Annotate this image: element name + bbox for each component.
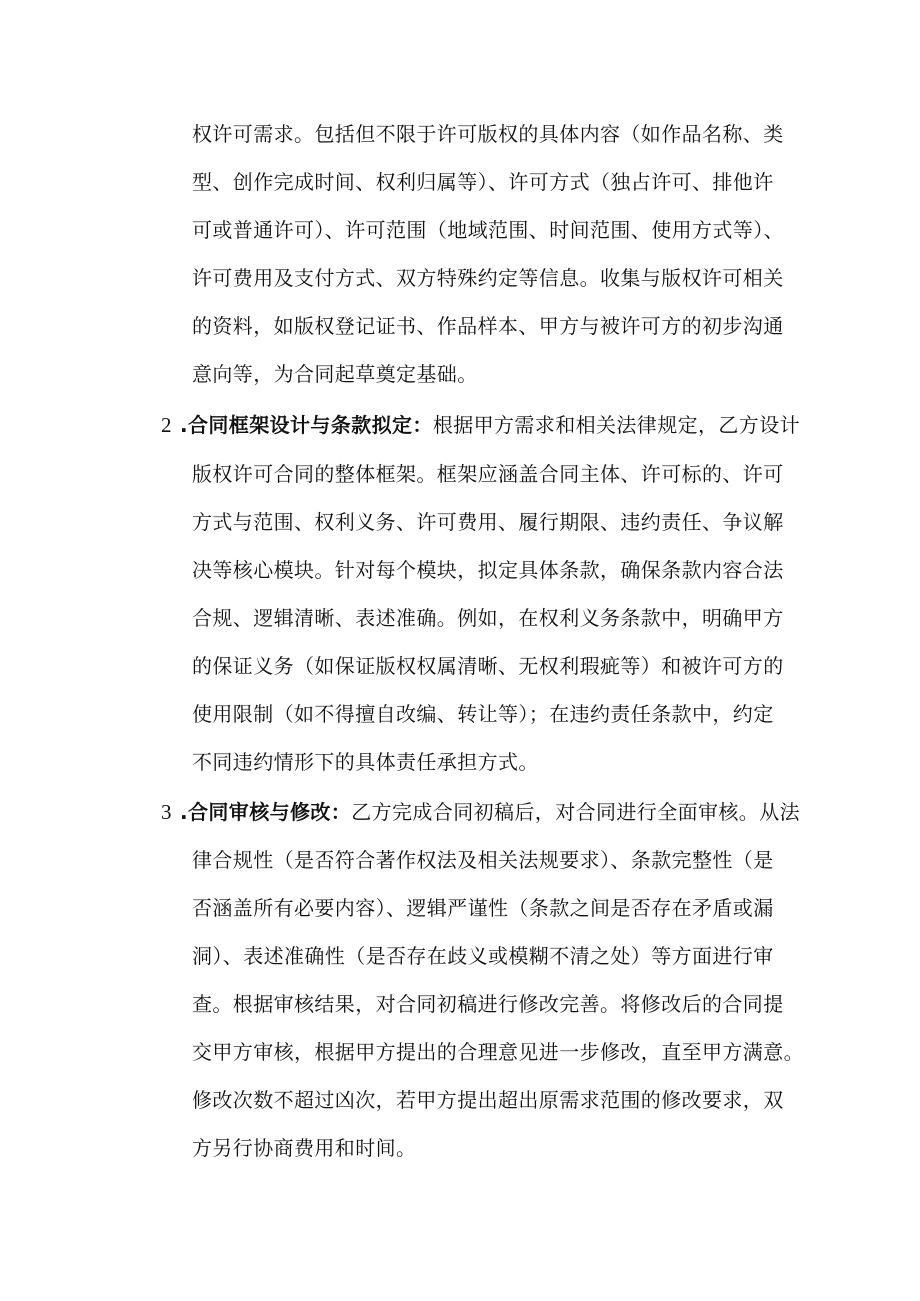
intro-line: 型、创作完成时间、权利归属等）、许可方式（独占许可、排他许 — [192, 170, 774, 194]
intro-line: 的资料，如版权登记证书、作品样本、甲方与被许可方的初步沟通 — [192, 314, 784, 338]
section-first-text: 乙方完成合同初稿后，对合同进行全面审核。从法 — [351, 800, 801, 824]
intro-line: 许可费用及支付方式、双方特殊约定等信息。收集与版权许可相关 — [192, 266, 784, 290]
section-first-line — [180, 412, 800, 438]
section-line: 方式与范围、权利义务、许可费用、履行期限、违约责任、争议解 — [192, 510, 784, 534]
section-line: 的保证义务（如保证版权权属清晰、无权利瑕疵等）和被许可方的 — [192, 654, 784, 678]
section-first-text: 根据甲方需求和相关法律规定，乙方设计 — [432, 413, 801, 437]
intro-line: 权许可需求。包括但不限于许可版权的具体内容（如作品名称、类 — [192, 122, 784, 146]
section-line: 合规、逻辑清晰、表述准确。例如，在权利义务条款中，明确甲方 — [192, 606, 784, 630]
section-line: 查。根据审核结果，对合同初稿进行修改完善。将修改后的合同提 — [192, 992, 784, 1016]
section-first-line — [180, 799, 800, 825]
section-line: 方另行协商费用和时间。 — [192, 1136, 417, 1160]
intro-line: 可或普通许可）、许可范围（地域范围、时间范围、使用方式等）、 — [192, 218, 784, 242]
section-line: 否涵盖所有必要内容）、逻辑严谨性（条款之间是否存在矛盾或漏 — [192, 896, 774, 920]
intro-line: 意向等，为合同起草奠定基础。 — [192, 362, 478, 386]
section-line: 不同违约情形下的具体责任承担方式。 — [192, 750, 539, 774]
section-line: 决等核心模块。针对每个模块，拟定具体条款，确保条款内容合法 — [192, 558, 784, 582]
section-line: 律合规性（是否符合著作权法及相关法规要求）、条款完整性（是 — [192, 848, 774, 872]
section-line: 版权许可合同的整体框架。框架应涵盖合同主体、许可标的、许可 — [192, 462, 784, 486]
section-number: 2 — [161, 413, 172, 437]
section-line: 使用限制（如不得擅自改编、转让等）；在违约责任条款中，约定 — [192, 702, 774, 726]
section-title: .合同审核与修改： — [180, 800, 352, 824]
section-line: 修改次数不超过凶次，若甲方提出超出原需求范围的修改要求，双 — [192, 1088, 784, 1112]
section-title: .合同框架设计与条款拟定： — [180, 413, 433, 437]
section-number: 3 — [161, 800, 172, 824]
section-line: 交甲方审核，根据甲方提出的合理意见进一步修改，直至甲方满意。 — [192, 1040, 804, 1064]
section-line: 洞）、表述准确性（是否存在歧义或模糊不清之处）等方面进行审 — [192, 944, 774, 968]
